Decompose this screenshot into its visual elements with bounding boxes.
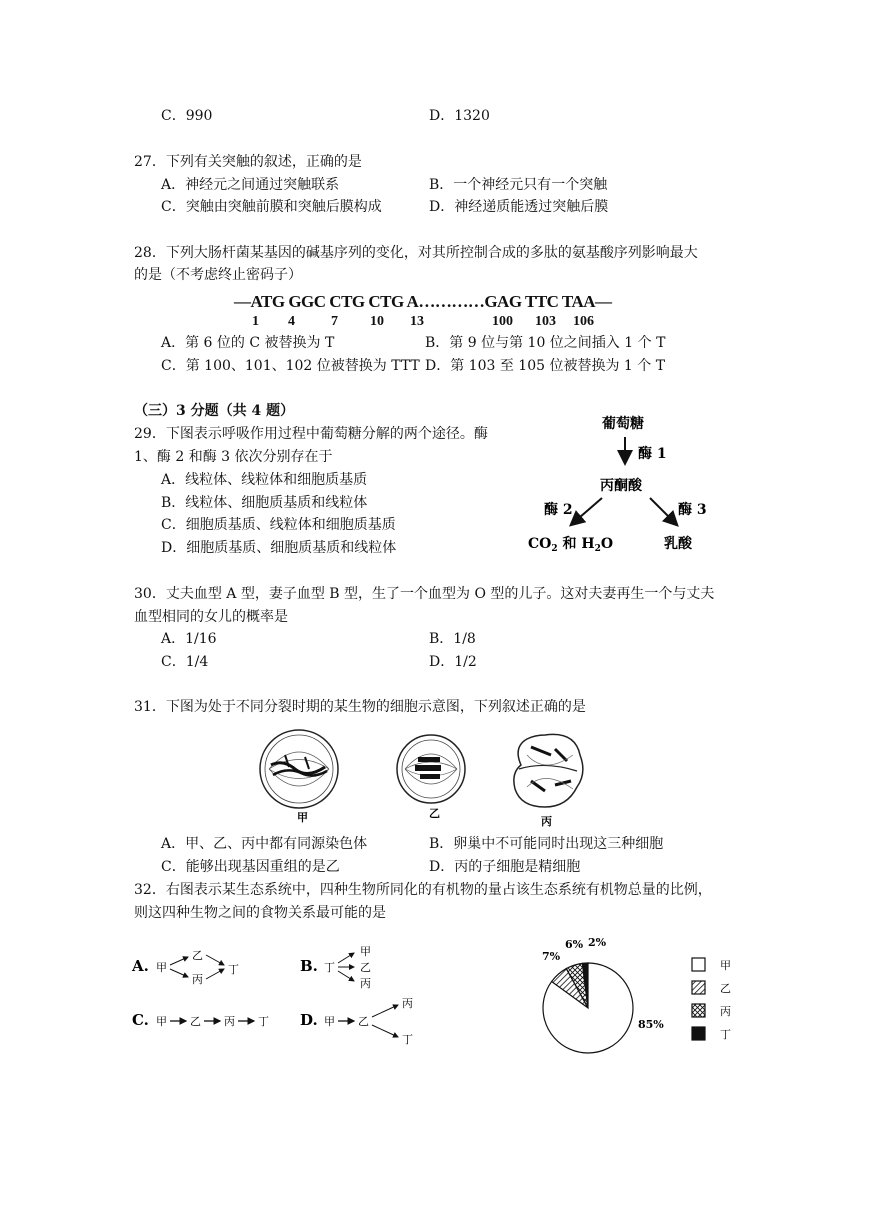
enzyme3-label: 酶 3 — [678, 502, 707, 518]
q30-option-d: D．1/2 — [429, 654, 477, 670]
svg-text:丁: 丁 — [228, 963, 239, 976]
position-label: 103 — [535, 314, 556, 329]
svg-text:D.: D. — [300, 1011, 318, 1029]
legend-swatch — [692, 1004, 705, 1017]
pie-data-label: 7% — [542, 950, 561, 963]
cell-label: 甲 — [297, 811, 308, 824]
q29-stem-line2: 1、酶 2 和酶 3 依次分别存在于 — [134, 449, 333, 465]
position-label: 100 — [492, 314, 513, 329]
co2-h2o-label: $CO_2$ 和 $H_2O$ — [528, 536, 614, 554]
section-heading: （三）3 分题（共 4 题） — [134, 403, 295, 419]
svg-text:丙: 丙 — [224, 1015, 235, 1028]
q27-option-b: B．一个神经元只有一个突触 — [429, 177, 608, 193]
food-chain-options — [130, 935, 450, 1050]
cell-label: 乙 — [429, 807, 440, 820]
q28-option-a: A．第 6 位的 C 被替换为 T — [161, 335, 335, 351]
respiration-pathway-diagram — [520, 410, 720, 560]
cell-jia — [260, 730, 338, 808]
q31-stem: 31．下图为处于不同分裂时期的某生物的细胞示意图，下列叙述正确的是 — [134, 699, 586, 715]
pyruvate-label: 丙酮酸 — [600, 478, 642, 494]
food-web-option-a — [131, 949, 239, 986]
svg-text:丙: 丙 — [402, 997, 413, 1010]
svg-text:乙: 乙 — [190, 1015, 201, 1028]
q30-stem-line2: 血型相同的女儿的概率是 — [134, 609, 288, 625]
q29-option-c: C．细胞质基质、线粒体和细胞质基质 — [161, 517, 396, 533]
q29-option-a: A．线粒体、线粒体和细胞质基质 — [161, 472, 368, 488]
pie-data-label: 85% — [638, 1018, 664, 1031]
svg-text:A.: A. — [132, 957, 149, 975]
legend-label: 乙 — [720, 982, 731, 995]
pie-chart — [520, 930, 750, 1055]
q29-option-b: B．线粒体、细胞质基质和线粒体 — [161, 495, 368, 511]
position-label: 1 — [252, 314, 259, 329]
q26-option-d: D．1320 — [429, 108, 490, 124]
food-chain-option-c — [132, 1011, 269, 1029]
q31-option-b: B．卵巢中不可能同时出现这三种细胞 — [429, 836, 664, 852]
q28-option-d: D．第 103 至 105 位被替换为 1 个 T — [425, 358, 666, 374]
glucose-label: 葡萄糖 — [602, 416, 644, 432]
q27-stem: 27．下列有关突触的叙述，正确的是 — [134, 154, 362, 170]
q31-option-d: D．丙的子细胞是精细胞 — [429, 859, 581, 875]
svg-text:C.: C. — [132, 1011, 149, 1029]
q32-stem-line1: 32．右图表示某生态系统中，四种生物所同化的有机物的量占该生态系统有机物总量的比例， — [134, 882, 712, 898]
svg-text:丙: 丙 — [360, 977, 371, 990]
q30-option-b: B．1/8 — [429, 631, 476, 647]
q30-option-a: A．1/16 — [161, 631, 217, 647]
svg-text:乙: 乙 — [358, 1015, 369, 1028]
svg-text:甲: 甲 — [156, 1015, 167, 1028]
q31-option-c: C．能够出现基因重组的是乙 — [161, 859, 340, 875]
cell-label: 丙 — [541, 815, 552, 828]
legend-label: 丁 — [720, 1028, 731, 1041]
q29-option-d: D．细胞质基质、细胞质基质和线粒体 — [161, 540, 397, 556]
svg-text:甲: 甲 — [324, 1015, 335, 1028]
q31-option-a: A．甲、乙、丙中都有同源染色体 — [161, 836, 368, 852]
food-web-option-b — [300, 945, 371, 990]
svg-text:B.: B. — [300, 957, 318, 975]
q27-option-c: C．突触由突触前膜和突触后膜构成 — [161, 199, 382, 215]
svg-text:甲: 甲 — [360, 945, 371, 958]
q26-option-c: C．990 — [161, 108, 213, 124]
q28-stem-line2: 的是（不考虑终止密码子） — [134, 267, 302, 283]
cell-yi — [397, 735, 465, 803]
food-chain-option-d — [300, 997, 413, 1046]
enzyme2-label: 酶 2 — [544, 502, 573, 518]
lactic-acid-label: 乳酸 — [664, 536, 692, 552]
position-label: 7 — [331, 314, 338, 329]
q30-stem-line1: 30．丈夫血型 A 型，妻子血型 B 型，生了一个血型为 O 型的儿子。这对夫妻再生一个与丈夫 — [134, 586, 715, 602]
cell-division-diagram — [255, 725, 615, 828]
q30-option-c: C．1/4 — [161, 654, 209, 670]
enzyme1-label: 酶 1 — [638, 446, 667, 462]
position-label: 13 — [410, 314, 424, 329]
legend-swatch — [692, 981, 705, 994]
arrow-left-down — [572, 498, 602, 524]
svg-text:丙: 丙 — [192, 973, 203, 986]
q28-option-c: C．第 100、101、102 位被替换为 TTT — [161, 358, 420, 374]
dna-sequence: —ATG GGC CTG CTG A…………GAG TTC TAA— — [234, 292, 612, 311]
legend-label: 丙 — [720, 1005, 731, 1018]
q27-option-a: A．神经元之间通过突触联系 — [161, 177, 340, 193]
position-label: 4 — [288, 314, 295, 329]
q29-stem-line1: 29．下图表示呼吸作用过程中葡萄糖分解的两个途径。酶 — [134, 426, 488, 442]
legend-swatch — [692, 1027, 705, 1040]
legend-label: 甲 — [720, 959, 731, 972]
pie-data-label: 6% — [565, 938, 584, 951]
svg-text:甲: 甲 — [156, 961, 167, 974]
pie-data-label: 2% — [588, 936, 607, 949]
cell-bing — [514, 734, 583, 807]
svg-text:丁: 丁 — [258, 1015, 269, 1028]
position-label: 106 — [573, 314, 594, 329]
svg-text:丁: 丁 — [324, 961, 335, 974]
legend-swatch — [692, 958, 705, 971]
q28-stem-line1: 28．下列大肠杆菌某基因的碱基序列的变化，对其所控制合成的多肽的氨基酸序列影响最大 — [134, 245, 698, 261]
position-label: 10 — [370, 314, 384, 329]
q27-option-d: D．神经递质能透过突触后膜 — [429, 199, 609, 215]
svg-text:乙: 乙 — [360, 961, 371, 974]
svg-text:丁: 丁 — [402, 1033, 413, 1046]
svg-text:乙: 乙 — [192, 949, 203, 962]
q32-stem-line2: 则这四种生物之间的食物关系最可能的是 — [134, 905, 386, 921]
arrow-right-down — [650, 498, 676, 524]
q28-option-b: B．第 9 位与第 10 位之间插入 1 个 T — [425, 335, 666, 351]
